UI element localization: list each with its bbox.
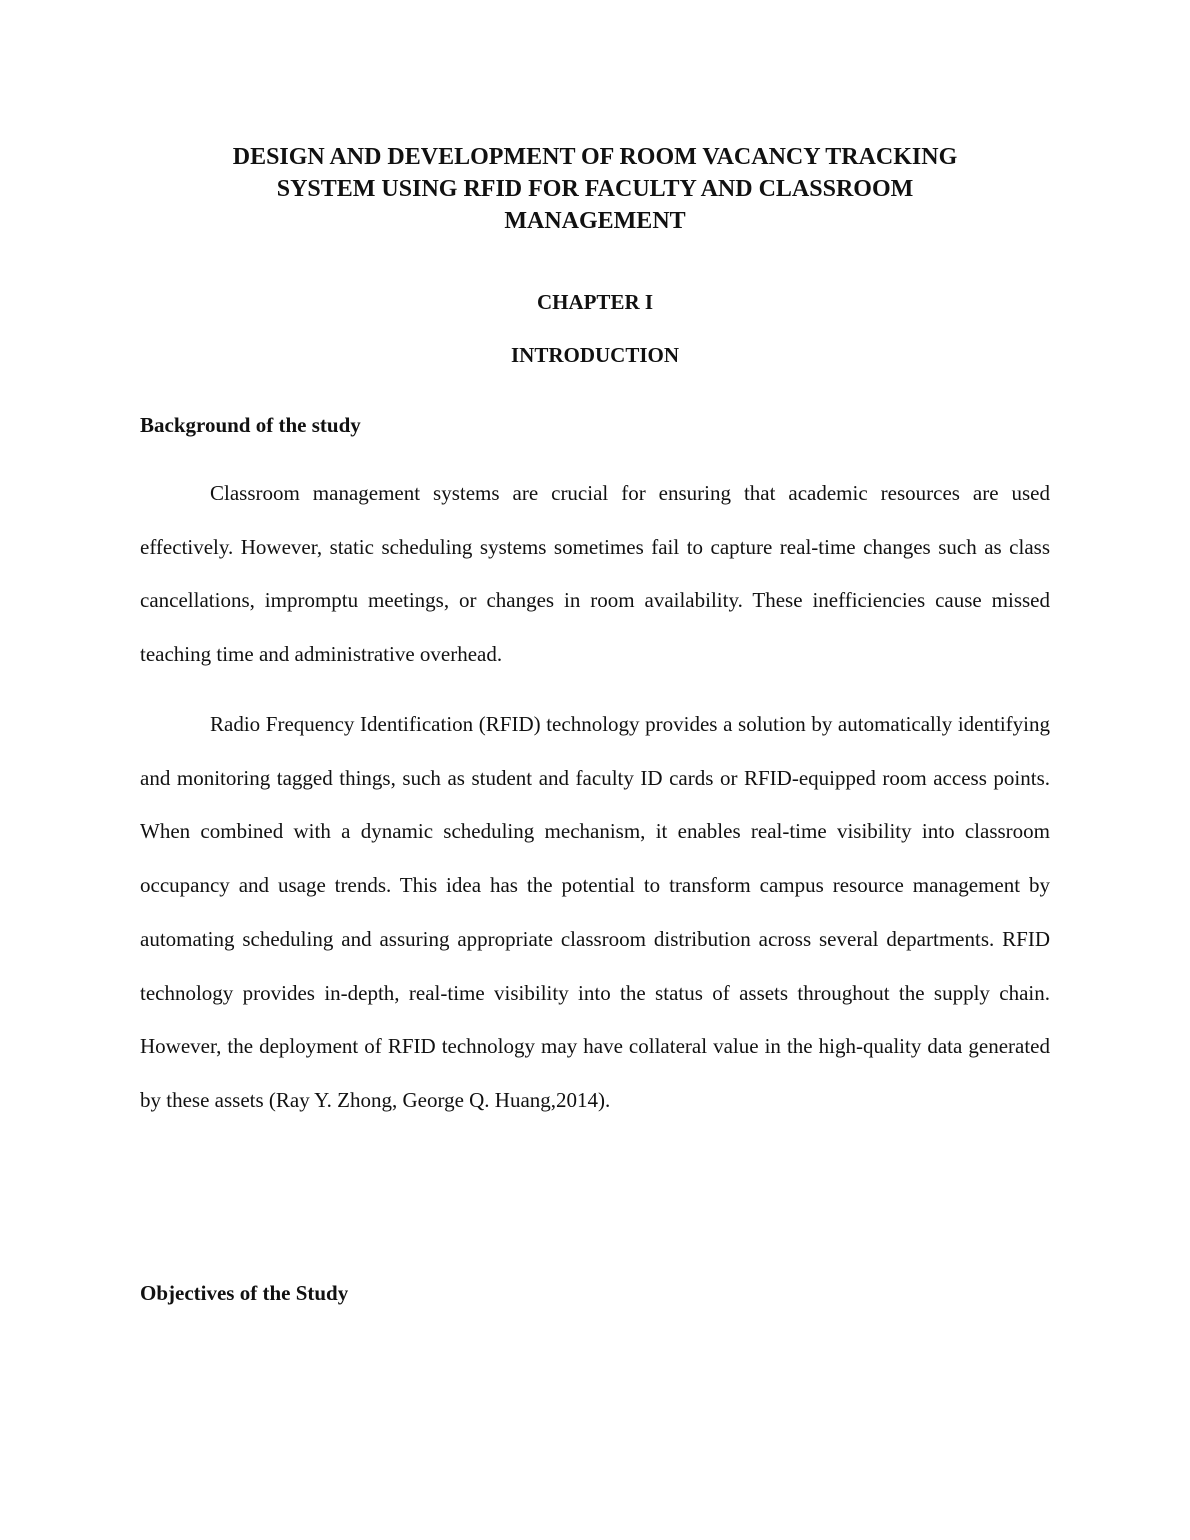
- title-line: MANAGEMENT: [504, 208, 686, 234]
- title-line: DESIGN AND DEVELOPMENT OF ROOM VACANCY TRACKING: [232, 144, 958, 170]
- chapter-title: INTRODUCTION: [510, 343, 680, 367]
- body-paragraph: Classroom management systems are crucial for ensuring that academic resources are used effectively. However, static scheduling systems sometimes fail to capture real-time changes such as class cancellations, impromptu meetings, or changes in room availability. These inefficiencies cause missed teaching time and administrative overhead.: [140, 481, 1050, 667]
- document-title: [140, 141, 1050, 237]
- body-paragraph: Radio Frequency Identification (RFID) technology provides a solution by automatically identifying and monitoring tagged things, such as student and faculty ID cards or RFID-equipped room access points. When combined with a dynamic scheduling mechanism, it enables real-time visibility into classroom occupancy and usage trends. This idea has the potential to transform campus resource management by automating scheduling and assuring appropriate classroom distribution across several departments. RFID technology provides in-depth, real-time visibility into the status of assets throughout the supply chain. However, the deployment of RFID technology may have collateral value in the high-quality data generated by these assets (Ray Y. Zhong, George Q. Huang,2014).: [140, 712, 1050, 1112]
- chapter-number: CHAPTER I: [536, 290, 654, 314]
- section-heading-objectives: Objectives of the Study: [140, 1281, 349, 1305]
- title-line: SYSTEM USING RFID FOR FACULTY AND CLASSROOM: [276, 176, 914, 202]
- section-heading-background: Background of the study: [140, 413, 361, 437]
